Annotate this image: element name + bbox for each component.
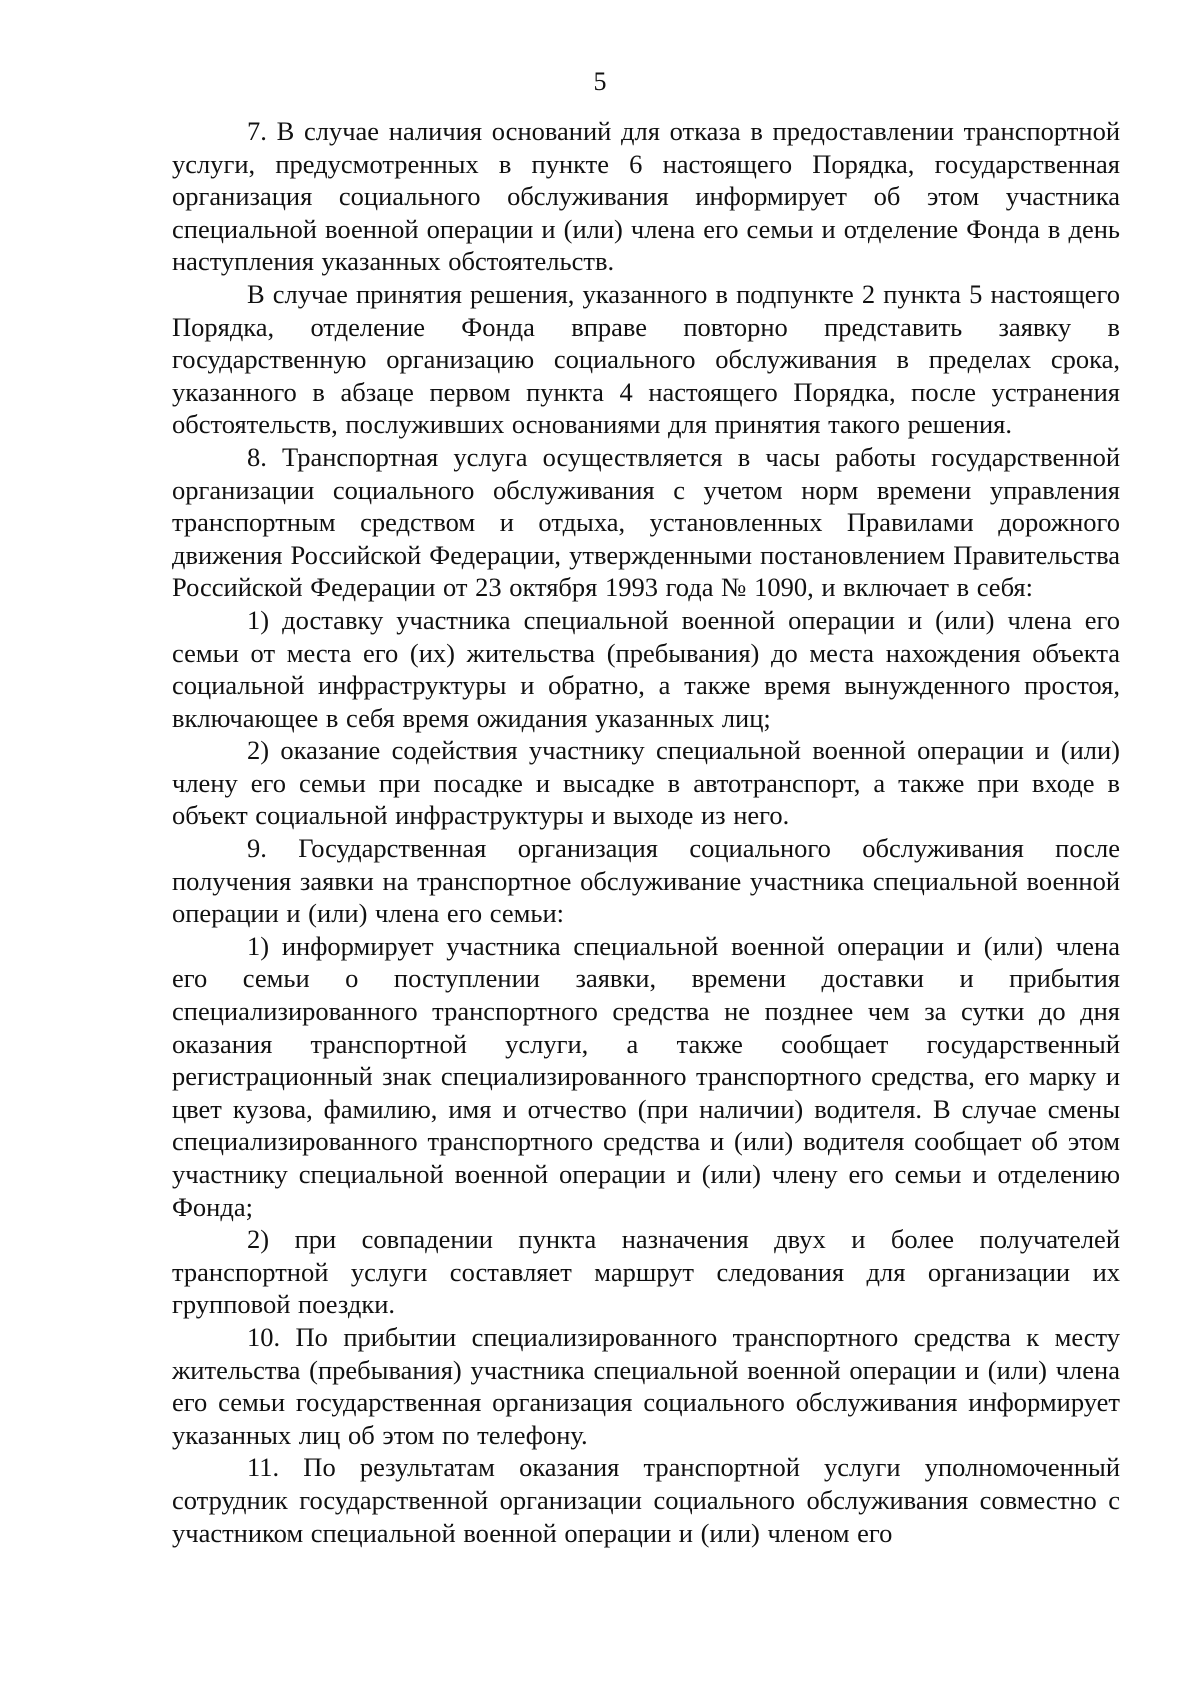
paragraph-10: 10. По прибытии специализированного транспортного средства к месту жительства (пребывания) участника специальной военной операции и (или) члена его семьи государственная организация социального обслуживания информирует указанных лиц об этом по телефону. — [172, 1321, 1120, 1450]
paragraph-8-subitem-1: 1) доставку участника специальной военной операции и (или) члена его семьи от места его (их) жительства (пребывания) до места нахождения объекта социальной инфраструктуры и обратно, а также время вынужденного простоя, включающее в себя время ожидания указанных лиц; — [172, 604, 1120, 733]
paragraph-8-subitem-2: 2) оказание содействия участнику специальной военной операции и (или) члену его семьи при посадке и высадке в автотранспорт, а также при входе в объект социальной инфраструктуры и выходе из него. — [172, 735, 1120, 831]
paragraph-11: 11. По результатам оказания транспортной услуги уполномоченный сотрудник государственной организации социального обслуживания совместно с участником специальной военной операции и (или) членом его — [172, 1452, 1120, 1548]
paragraph-8: 8. Транспортная услуга осуществляется в часы работы государственной организации социального обслуживания с учетом норм времени управления транспортным средством и отдыха, установленных Правилами дорожного движения Российской Федерации, утвержденными постановлением Правительства Российской Федерации от 23 октября 1993 года № 1090, и включает в себя: — [172, 441, 1120, 603]
paragraph-7-refusal-resubmission: В случае принятия решения, указанного в подпункте 2 пункта 5 настоящего Порядка, отделение Фонда вправе повторно представить заявку в государственную организацию социального обслуживания в пределах срока, указанного в абзаце первом пункта 4 настоящего Порядка, после устранения обстоятельств, послуживших основаниями для принятия такого решения. — [172, 278, 1120, 440]
page-number: 5 — [593, 67, 607, 96]
paragraph-9: 9. Государственная организация социального обслуживания после получения заявки на транспортное обслуживание участника специальной военной операции и (или) члена его семьи: — [172, 833, 1120, 929]
paragraph-9-subitem-2: 2) при совпадении пункта назначения двух и более получателей транспортной услуги составляет маршрут следования для организации их групповой поездки. — [172, 1224, 1120, 1320]
paragraph-7: 7. В случае наличия оснований для отказа в предоставлении транспортной услуги, предусмотренных в пункте 6 настоящего Порядка, государственная организация социального обслуживания информирует об этом участника специальной военной операции и (или) члена его семьи и отделение Фонда в день наступления указанных обстоятельств. — [172, 116, 1120, 277]
document-body — [172, 115, 1120, 1549]
paragraph-9-subitem-1: 1) информирует участника специальной военной операции и (или) члена его семьи о поступлении заявки, времени доставки и прибытия специализированного транспортного средства не позднее чем за сутки до дня оказания транспортной услуги, а также сообщает государственный регистрационный знак специализированного транспортного средства, его марку и цвет кузова, фамилию, имя и отчество (при наличии) водителя. В случае смены специализированного транспортного средства и (или) водителя сообщает об этом участнику специальной военной операции и (или) члену его семьи и отделению Фонда; — [172, 930, 1120, 1222]
